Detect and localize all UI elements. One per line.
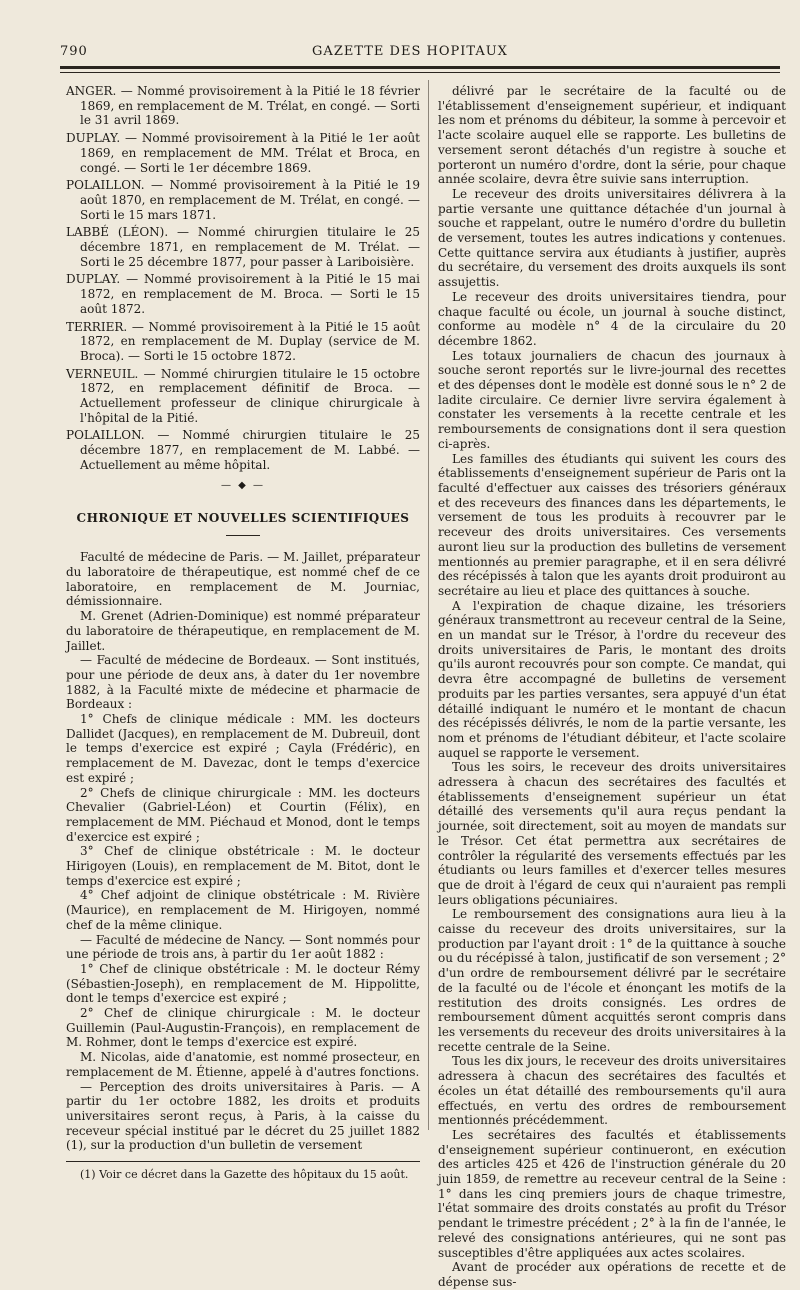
paragraph: Faculté de médecine de Paris. — M. Jaillet, préparateur du laboratoire de thérapeutique, est nommé chef de ce laboratoire, en remplacement de M. Journiac, démissionnaire.	[66, 550, 420, 609]
list-item: LABBÉ (LÉON). — Nommé chirurgien titulaire le 25 décembre 1871, en remplacement de M. Trélat. — Sorti le 25 décembre 1877, pour passer à Lariboisière.	[66, 225, 420, 269]
paragraph: — Faculté de médecine de Bordeaux. — Sont institués, pour une période de deux ans, à dater du 1er novembre 1882, à la Faculté mixte de médecine et pharmacie de Bordeaux :	[66, 653, 420, 712]
page-number: 790	[60, 44, 88, 59]
paragraph: Le receveur des droits universitaires tiendra, pour chaque faculté ou école, un journal à souche distinct, conforme au modèle n° 4 de la circulaire du 20 décembre 1862.	[438, 289, 786, 348]
list-item: ANGER. — Nommé provisoirement à la Pitié le 18 février 1869, en remplacement de M. Trélat, en congé. — Sorti le 31 avril 1869.	[66, 84, 420, 128]
paragraph: — Faculté de médecine de Nancy. — Sont nommés pour une période de trois ans, à partir du 1er août 1882 :	[66, 932, 420, 962]
list-item: POLAILLON. — Nommé provisoirement à la Pitié le 19 août 1870, en remplacement de M. Trélat, en congé. — Sorti le 15 mars 1871.	[66, 178, 420, 222]
paragraph: Les familles des étudiants qui suivent les cours des établissements d'enseignement supérieur de Paris ont la faculté d'effectuer aux caisses des trésoriers généraux et des receveurs des finances dans les départements, le versement de tous les produits à recouvrer par le receveur des droits universitaires. Ces versements auront lieu sur la production des bulletins de versement mentionnés au premier paragraphe, et il en sera délivré des récépissés à talon que les ayants droit produiront au secrétaire au lieu et place des quittances à souche.	[438, 451, 786, 598]
paragraph: 2° Chef de clinique chirurgicale : M. le docteur Guillemin (Paul-Augustin-François), en remplacement de M. Rohmer, dont le temps d'exercice est expiré.	[66, 1006, 420, 1050]
section-ornament: — ◆ —	[220, 479, 266, 491]
footnote: (1) Voir ce décret dans la Gazette des hôpitaux du 15 août.	[80, 1168, 409, 1182]
header-rule-thick	[60, 66, 780, 69]
paragraph: Les secrétaires des facultés et établissements d'enseignement supérieur continueront, en exécution des articles 425 et 426 de l'instruction générale du 20 juin 1859, de remettre au receveur central de la Seine : 1° dans les cinq premiers jours de chaque trimestre, l'état sommaire des droits constatés au profit du Trésor pendant le trimestre précédent ; 2° à la fin de l'année, le relevé des consignations antérieures, qui ne sont pas susceptibles d'être appliquées aux actes scolaires.	[438, 1127, 786, 1260]
paragraph: 1° Chef de clinique obstétricale : M. le docteur Rémy (Sébastien-Joseph), en remplacement de M. Hippolitte, dont le temps d'exercice est expiré ;	[66, 961, 420, 1006]
paragraph: 2° Chefs de clinique chirurgicale : MM. les docteurs Chevalier (Gabriel-Léon) et Courtin (Félix), en remplacement de MM. Piéchaud et Monod, dont le temps d'exercice est expiré ;	[66, 785, 420, 844]
paragraph: M. Nicolas, aide d'anatomie, est nommé prosecteur, en remplacement de M. Étienne, appelé à d'autres fonctions.	[66, 1050, 420, 1079]
list-item: DUPLAY. — Nommé provisoirement à la Pitié le 15 mai 1872, en remplacement de M. Broca. — Sorti le 15 août 1872.	[66, 272, 420, 316]
list-item: VERNEUIL. — Nommé chirurgien titulaire le 15 octobre 1872, en remplacement définitif de Broca. — Actuellement professeur de clinique chirurgicale à l'hôpital de la Pitié.	[66, 366, 420, 425]
right-column	[438, 84, 786, 1290]
paragraph: M. Grenet (Adrien-Dominique) est nommé préparateur du laboratoire de thérapeutique, en remplacement de M. Jaillet.	[66, 609, 420, 653]
paragraph: 4° Chef adjoint de clinique obstétricale : M. Rivière (Maurice), en remplacement de M. Hirigoyen, nommé chef de la même clinique.	[66, 888, 420, 932]
paragraph: Tous les dix jours, le receveur des droits universitaires adressera à chacun des secrétaires des facultés et écoles un état détaillé des remboursements qu'il aura effectués, en vertu des ordres de remboursement mentionnés précédemment.	[438, 1054, 786, 1128]
paragraph: Le remboursement des consignations aura lieu à la caisse du receveur des droits universitaires, sur la production par l'ayant droit : 1° de la quittance à souche ou du récépissé à talon, justificatif de son versement ; 2° d'un ordre de remboursement délivré par le secrétaire de la faculté ou de l'école et énonçant les motifs de la restitution des droits consignés. Les ordres de remboursement dûment acquittés seront compris dans les versements du receveur des droits universitaires à la recette centrale de la Seine.	[438, 907, 786, 1054]
column-divider	[428, 80, 429, 1130]
paragraph: A l'expiration de chaque dizaine, les trésoriers généraux transmettront au receveur central de la Seine, en un mandat sur le Trésor, à l'ordre du receveur des droits universitaires de Paris, le montant des droits qu'ils auront recouvrés pour son compte. Ce mandat, qui devra être accompagné de bulletins de versement produits par les parties versantes, sera appuyé d'un état détaillé indiquant le numéro et le montant de chacun des récépissés délivrés, le nom de la partie versante, les nom et prénoms de l'étudiant débiteur, et l'acte scolaire auquel se rapporte le versement.	[438, 598, 786, 760]
section-divider	[226, 535, 260, 536]
paragraph: Tous les soirs, le receveur des droits universitaires adressera à chacun des secrétaires des facultés et établissements d'enseignement supérieur un état détaillé des versements qu'il aura reçus pendant la journée, soit directement, soit au moyen de mandats sur le Trésor. Cet état permettra aux secrétaires de contrôler la régularité des versements effectués par les étudiants ou leurs familles et d'exercer telles mesures que de droit à l'égard de ceux qui n'auraient pas rempli leurs obligations pécuniaires.	[438, 760, 786, 907]
paragraph: Les totaux journaliers de chacun des journaux à souche seront reportés sur le livre-journal des recettes et des dépenses dont le modèle est donné sous le n° 2 de ladite circulaire. Ce dernier livre servira également à constater les versements à la recette centrale et les remboursements de consignations dont il sera question ci-après.	[438, 348, 786, 451]
left-column	[66, 84, 420, 1183]
header-rule-thin	[60, 72, 780, 73]
paragraph: 1° Chefs de clinique médicale : MM. les docteurs Dallidet (Jacques), en remplacement de M. Dubreuil, dont le temps d'exercice est expiré ; Cayla (Frédéric), en remplacement de M. Davezac, dont le temps d'exercice est expiré ;	[66, 712, 420, 785]
paragraph: Avant de procéder aux opérations de recette et de dépense sus-	[438, 1260, 786, 1289]
list-item: DUPLAY. — Nommé provisoirement à la Pitié le 1er août 1869, en remplacement de MM. Trélat et Broca, en congé. — Sorti le 1er décembre 1869.	[66, 131, 420, 175]
footnote-rule	[66, 1161, 420, 1162]
page-header	[60, 44, 760, 62]
paragraph: délivré par le secrétaire de la faculté ou de l'établissement d'enseignement supérieur, et indiquant les nom et prénoms du débiteur, la somme à percevoir et l'acte scolaire auquel elle se rapporte. Les bulletins de versement seront détachés d'un registre à souche et porteront un numéro d'ordre, dont la série, pour chaque année scolaire, devra être suivie sans interruption.	[438, 84, 786, 187]
paragraph: — Perception des droits universitaires à Paris. — A partir du 1er octobre 1882, les droits et produits universitaires seront reçus, à Paris, à la caisse du receveur spécial institué par le décret du 25 juillet 1882 (1), sur la production d'un bulletin de versement	[66, 1079, 420, 1153]
paragraph: Le receveur des droits universitaires délivrera à la partie versante une quittance détachée d'un journal à souche et rappelant, outre le numéro d'ordre du bulletin de versement, toutes les autres indications y contenues. Cette quittance servira aux étudiants à justifier, auprès du secrétaire, du versement des droits auxquels ils sont assujettis.	[438, 186, 786, 290]
paragraph: 3° Chef de clinique obstétricale : M. le docteur Hirigoyen (Louis), en remplacement de M. Bitot, dont le temps d'exercice est expiré ;	[66, 844, 420, 888]
list-item: TERRIER. — Nommé provisoirement à la Pitié le 15 août 1872, en remplacement de M. Duplay (service de M. Broca). — Sorti le 15 octobre 1872.	[66, 319, 420, 363]
running-title: GAZETTE DES HOPITAUX	[312, 44, 508, 59]
section-title: CHRONIQUE ET NOUVELLES SCIENTIFIQUES	[76, 510, 410, 525]
list-item: POLAILLON. — Nommé chirurgien titulaire le 25 décembre 1877, en remplacement de M. Labbé. — Actuellement au même hôpital.	[66, 428, 420, 472]
